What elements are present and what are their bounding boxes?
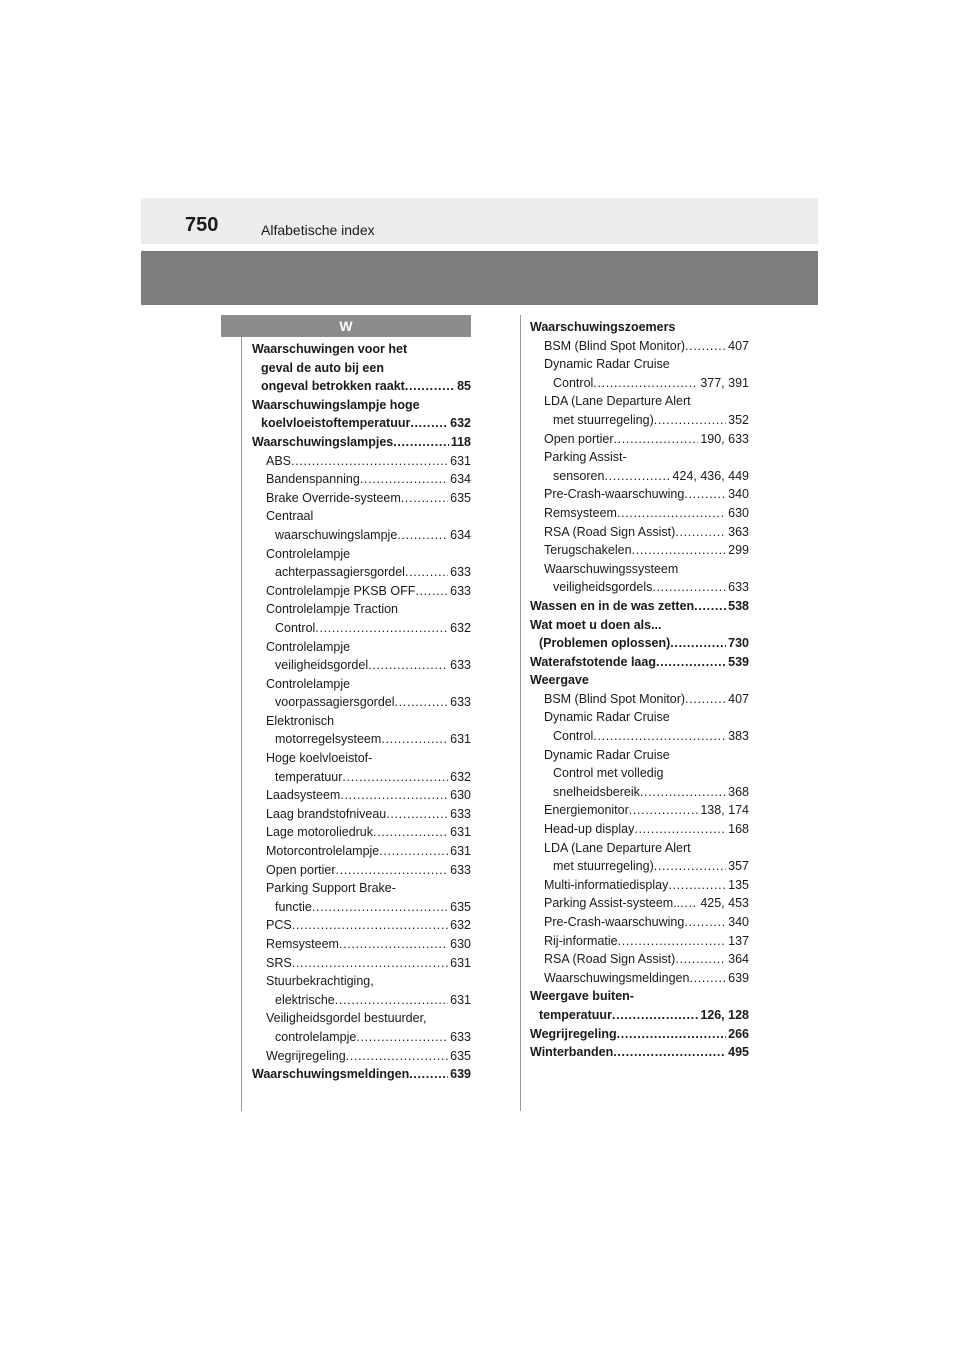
index-entry-term: snelheidsbereik bbox=[553, 784, 640, 799]
index-entry-page: 639 bbox=[728, 970, 749, 985]
index-entry-term: Head-up display bbox=[544, 822, 635, 837]
index-entry: Waarschuwingszoemers bbox=[530, 320, 676, 334]
index-entry bbox=[252, 656, 471, 675]
index-entry bbox=[252, 1065, 471, 1084]
dot-leader bbox=[670, 634, 726, 653]
dot-leader bbox=[593, 727, 726, 746]
index-entry-page: 539 bbox=[728, 654, 749, 669]
chapter-band bbox=[141, 251, 818, 305]
index-entry-page: 639 bbox=[450, 1067, 471, 1082]
index-entry-term: functie bbox=[275, 899, 312, 914]
index-entry-term: Laag brandstofniveau bbox=[266, 806, 387, 821]
dot-leader bbox=[379, 842, 448, 861]
index-entry bbox=[530, 783, 749, 802]
index-entry bbox=[252, 805, 471, 824]
index-entry bbox=[530, 894, 749, 913]
index-entry-page: 631 bbox=[450, 955, 471, 970]
index-entry-page: 352 bbox=[728, 412, 749, 427]
index-entry-page: 632 bbox=[450, 918, 471, 933]
index-entry-term: temperatuur bbox=[275, 769, 343, 784]
dot-leader bbox=[612, 1006, 698, 1025]
dot-leader bbox=[393, 433, 449, 452]
index-entry bbox=[252, 768, 471, 787]
index-entry-page: 340 bbox=[728, 487, 749, 502]
index-entry-page: 137 bbox=[728, 933, 749, 948]
index-entry bbox=[252, 991, 471, 1010]
dot-leader bbox=[634, 820, 726, 839]
index-entry bbox=[530, 411, 749, 430]
index-entry-term: Brake Override-systeem bbox=[266, 490, 401, 505]
index-entry bbox=[252, 898, 471, 917]
dot-leader bbox=[340, 786, 448, 805]
index-entry-term: veiligheidsgordel bbox=[275, 658, 369, 673]
index-entry-page: 377, 391 bbox=[700, 375, 749, 390]
index-entry: Controlelampje bbox=[266, 546, 351, 561]
index-entry bbox=[530, 913, 749, 932]
index-entry-term: Control bbox=[553, 375, 594, 390]
index-entry-page: 538 bbox=[728, 598, 749, 613]
index-entry bbox=[530, 876, 749, 895]
index-entry bbox=[530, 932, 749, 951]
dot-leader bbox=[613, 430, 698, 449]
index-entry-term: sensoren bbox=[553, 468, 605, 483]
index-entry: Veiligheidsgordel bestuurder, bbox=[266, 1011, 427, 1026]
index-entry: Controlelampje bbox=[266, 639, 351, 654]
index-entry-term: Controlelampje PKSB OFF bbox=[266, 583, 416, 598]
index-entry-page: 631 bbox=[450, 732, 471, 747]
index-entry: Weergave buiten- bbox=[530, 989, 634, 1004]
index-entry bbox=[252, 861, 471, 880]
index-entry-page: 340 bbox=[728, 915, 749, 929]
index-entry bbox=[530, 430, 749, 449]
page-number: 750 bbox=[185, 214, 219, 236]
dot-leader bbox=[680, 894, 698, 913]
index-entry-term: veiligheidsgordels bbox=[553, 580, 653, 595]
index-entry-page: 135 bbox=[728, 877, 749, 892]
index-entry-page: 631 bbox=[450, 825, 471, 840]
dot-leader bbox=[656, 653, 726, 672]
index-entry bbox=[530, 820, 749, 839]
dot-leader bbox=[368, 656, 448, 675]
dot-leader bbox=[356, 1028, 448, 1047]
index-entry-page: 633 bbox=[450, 1029, 471, 1044]
dot-leader bbox=[339, 935, 448, 954]
index-entry-term: Terugschakelen bbox=[544, 543, 632, 558]
index-entry: Parking Support Brake- bbox=[266, 881, 396, 896]
index-entry-page: 299 bbox=[728, 543, 749, 558]
index-entry: Dynamic Radar Cruise bbox=[544, 710, 670, 725]
dot-leader bbox=[668, 876, 726, 895]
index-entry-term: Waarschuwingslampjes bbox=[252, 434, 394, 449]
index-entry-page: 495 bbox=[728, 1045, 749, 1060]
index-entry-page: 630 bbox=[728, 505, 749, 520]
index-entry-term: motorregelsysteem bbox=[275, 732, 382, 747]
index-entry-page: 632 bbox=[450, 416, 471, 431]
index-entry bbox=[530, 857, 749, 876]
index-entry-term: met stuurregeling) bbox=[553, 859, 654, 874]
dot-leader bbox=[397, 526, 448, 545]
index-entry-page: 190, 633 bbox=[700, 431, 749, 446]
index-entry: Wat moet u doen als... bbox=[530, 617, 662, 632]
index-entry: Dynamic Radar Cruise bbox=[544, 357, 670, 372]
dot-leader bbox=[632, 541, 727, 560]
dot-leader bbox=[335, 861, 448, 880]
index-entry bbox=[530, 578, 749, 597]
right-index-column bbox=[530, 318, 749, 1062]
index-entry-term: Control bbox=[553, 729, 594, 744]
index-entry bbox=[530, 485, 749, 504]
index-entry bbox=[252, 1028, 471, 1047]
index-entry bbox=[252, 916, 471, 935]
dot-leader bbox=[292, 916, 448, 935]
index-entry-page: 633 bbox=[450, 565, 471, 580]
index-entry-page: 407 bbox=[728, 691, 749, 706]
index-entry-page: 631 bbox=[450, 453, 471, 468]
dot-leader bbox=[409, 1065, 448, 1084]
index-entry-page: 138, 174 bbox=[700, 803, 749, 818]
index-entry: Controlelampje Traction bbox=[266, 602, 399, 617]
index-entry bbox=[252, 1047, 471, 1066]
index-entry-page: 633 bbox=[450, 862, 471, 877]
index-entry-term: SRS bbox=[266, 955, 292, 970]
dot-leader bbox=[386, 805, 448, 824]
index-entry bbox=[530, 1043, 749, 1062]
index-entry bbox=[530, 541, 749, 560]
index-entry-term: ABS bbox=[266, 453, 292, 468]
dot-leader bbox=[613, 1043, 726, 1062]
index-letter-header: W bbox=[221, 315, 471, 337]
index-entry-term: koelvloeistoftemperatuur bbox=[261, 416, 411, 431]
index-entry bbox=[530, 653, 749, 672]
index-entry-page: 424, 436, 449 bbox=[672, 468, 749, 483]
index-entry-page: 364 bbox=[728, 952, 749, 967]
dot-leader bbox=[410, 414, 448, 433]
index-entry-page: 85 bbox=[457, 379, 471, 394]
dot-leader bbox=[312, 898, 448, 917]
index-entry-page: 633 bbox=[450, 583, 471, 598]
index-entry bbox=[252, 377, 471, 396]
index-entry-term: Parking Assist-systeem.. bbox=[544, 896, 681, 911]
dot-leader bbox=[292, 954, 448, 973]
section-title: Alfabetische index bbox=[261, 222, 375, 238]
index-entry bbox=[252, 470, 471, 489]
index-entry-term: Pre-Crash-waarschuwing bbox=[544, 487, 685, 502]
index-entry bbox=[252, 693, 471, 712]
index-entry: Waarschuwingslampje hoge bbox=[252, 397, 420, 412]
index-entry-term: Waarschuwingsmeldingen bbox=[544, 970, 690, 985]
index-entry-page: 630 bbox=[450, 788, 471, 803]
index-entry-page: 633 bbox=[728, 580, 749, 595]
index-entry-page: 363 bbox=[728, 524, 749, 539]
index-entry-page: 634 bbox=[450, 472, 471, 487]
left-index-column bbox=[252, 340, 471, 1084]
index-entry bbox=[530, 504, 749, 523]
index-entry-page: 633 bbox=[450, 695, 471, 710]
index-entry-page: 266 bbox=[728, 1026, 749, 1041]
index-entry-page: 633 bbox=[450, 658, 471, 673]
index-entry-page: 357 bbox=[728, 859, 749, 874]
dot-leader bbox=[401, 489, 448, 508]
dot-leader bbox=[640, 783, 726, 802]
index-entry-term: controlelampje bbox=[275, 1029, 357, 1044]
index-entry-page: 633 bbox=[450, 806, 471, 821]
index-entry-page: 635 bbox=[450, 899, 471, 914]
dot-leader bbox=[291, 452, 448, 471]
index-entry-term: Open portier bbox=[544, 431, 614, 446]
dot-leader bbox=[689, 969, 726, 988]
index-entry-page: 635 bbox=[450, 490, 471, 505]
index-entry bbox=[252, 563, 471, 582]
dot-leader bbox=[593, 374, 698, 393]
index-entry: Waarschuwingssysteem bbox=[544, 561, 679, 576]
index-entry-term: Remsysteem bbox=[544, 505, 617, 520]
index-entry-term: Open portier bbox=[266, 862, 336, 877]
dot-leader bbox=[381, 730, 448, 749]
dot-leader bbox=[415, 582, 448, 601]
index-entry: geval de auto bij een bbox=[261, 360, 384, 375]
index-entry bbox=[252, 954, 471, 973]
index-entry-term: BSM (Blind Spot Monitor) bbox=[544, 691, 686, 706]
index-entry-page: 631 bbox=[450, 844, 471, 859]
dot-leader bbox=[675, 523, 726, 542]
dot-leader bbox=[405, 377, 455, 396]
dot-leader bbox=[629, 801, 699, 820]
index-entry-term: Waarschuwingsmeldingen bbox=[252, 1067, 410, 1082]
header-band bbox=[141, 198, 818, 244]
dot-leader bbox=[684, 485, 726, 504]
dot-leader bbox=[395, 693, 449, 712]
index-entry-page: 407 bbox=[728, 338, 749, 353]
index-entry bbox=[252, 842, 471, 861]
dot-leader bbox=[346, 1047, 448, 1066]
index-entry-page: 368 bbox=[728, 784, 749, 799]
index-entry bbox=[530, 969, 749, 988]
index-entry-page: 425, 453 bbox=[700, 896, 749, 911]
index-entry bbox=[252, 489, 471, 508]
dot-leader bbox=[694, 597, 726, 616]
index-entry bbox=[252, 786, 471, 805]
index-entry bbox=[252, 582, 471, 601]
index-entry bbox=[530, 727, 749, 746]
dot-leader bbox=[675, 950, 726, 969]
dot-leader bbox=[684, 913, 726, 932]
index-entry-term: (Problemen oplossen) bbox=[539, 636, 671, 651]
dot-leader bbox=[685, 690, 726, 709]
index-entry bbox=[530, 1006, 749, 1025]
index-entry-term: waarschuwingslampje bbox=[275, 527, 398, 542]
dot-leader bbox=[654, 857, 726, 876]
index-entry bbox=[530, 801, 749, 820]
dot-leader bbox=[315, 619, 448, 638]
index-entry-term: achterpassagiersgordel bbox=[275, 565, 405, 580]
index-entry: Centraal bbox=[266, 509, 314, 524]
index-entry-term: Multi-informatiedisplay bbox=[544, 877, 669, 892]
index-entry: Dynamic Radar Cruise bbox=[544, 747, 670, 762]
index-entry: Hoge koelvloeistof- bbox=[266, 751, 373, 766]
index-entry-page: 168 bbox=[728, 822, 749, 837]
index-entry-term: Energiemonitor bbox=[544, 803, 629, 818]
index-entry-term: Bandenspanning bbox=[266, 472, 360, 487]
index-entry: Waarschuwingen voor het bbox=[252, 342, 408, 356]
dot-leader bbox=[360, 470, 448, 489]
left-column-rule bbox=[241, 337, 242, 1111]
index-entry bbox=[530, 597, 749, 616]
index-entry bbox=[530, 467, 749, 486]
index-entry: Elektronisch bbox=[266, 713, 335, 728]
index-entry-page: 632 bbox=[450, 620, 471, 635]
dot-leader bbox=[654, 411, 726, 430]
index-entry: Parking Assist- bbox=[544, 450, 627, 465]
index-entry-term: Winterbanden bbox=[530, 1045, 614, 1060]
index-entry-term: Wegrijregeling bbox=[266, 1048, 346, 1063]
index-entry-term: elektrische bbox=[275, 992, 335, 1007]
index-entry-term: PCS bbox=[266, 918, 292, 933]
index-entry: Controlelampje bbox=[266, 676, 351, 691]
index-entry: Weergave bbox=[530, 673, 589, 688]
index-entry-page: 631 bbox=[450, 992, 471, 1007]
index-entry-term: Wassen en in de was zetten bbox=[530, 598, 695, 613]
dot-leader bbox=[618, 932, 727, 951]
dot-leader bbox=[617, 1025, 727, 1044]
index-entry-page: 730 bbox=[728, 636, 749, 651]
index-entry-term: Motorcontrolelampje bbox=[266, 844, 380, 859]
index-entry bbox=[252, 730, 471, 749]
dot-leader bbox=[335, 991, 448, 1010]
index-entry-page: 118 bbox=[450, 434, 471, 449]
index-entry-term: Pre-Crash-waarschuwing bbox=[544, 915, 685, 929]
index-entry-page: 635 bbox=[450, 1048, 471, 1063]
dot-leader bbox=[685, 337, 726, 356]
dot-leader bbox=[652, 578, 726, 597]
index-entry-term: RSA (Road Sign Assist) bbox=[544, 524, 676, 539]
index-entry bbox=[530, 690, 749, 709]
index-entry bbox=[252, 526, 471, 545]
index-entry-term: Waterafstotende laag bbox=[530, 654, 656, 669]
index-entry bbox=[530, 337, 749, 356]
index-entry-page: 126, 128 bbox=[700, 1007, 749, 1022]
index-entry: LDA (Lane Departure Alert bbox=[544, 394, 691, 409]
dot-leader bbox=[604, 467, 670, 486]
index-entry bbox=[530, 634, 749, 653]
index-entry bbox=[252, 935, 471, 954]
index-entry bbox=[530, 374, 749, 393]
index-entry-term: BSM (Blind Spot Monitor) bbox=[544, 338, 686, 353]
dot-leader bbox=[373, 823, 448, 842]
index-entry-term: ongeval betrokken raakt bbox=[261, 379, 405, 394]
index-entry bbox=[252, 452, 471, 471]
index-entry-term: Rij-informatie bbox=[544, 933, 618, 948]
dot-leader bbox=[342, 768, 448, 787]
index-entry bbox=[252, 433, 471, 452]
index-entry bbox=[252, 619, 471, 638]
index-entry-page: 634 bbox=[450, 527, 471, 542]
index-entry-term: voorpassagiersgordel bbox=[275, 695, 395, 710]
index-entry bbox=[530, 523, 749, 542]
index-entry: Control met volledig bbox=[553, 766, 664, 781]
index-entry-term: Remsysteem bbox=[266, 937, 339, 951]
index-entry: LDA (Lane Departure Alert bbox=[544, 840, 691, 855]
index-entry bbox=[252, 414, 471, 433]
index-entry: Stuurbekrachtiging, bbox=[266, 974, 374, 989]
index-entry bbox=[530, 950, 749, 969]
index-entry-term: Wegrijregeling bbox=[530, 1026, 617, 1041]
index-entry-term: RSA (Road Sign Assist) bbox=[544, 952, 676, 967]
index-entry-term: met stuurregeling) bbox=[553, 412, 654, 427]
index-entry-term: temperatuur bbox=[539, 1007, 612, 1022]
index-entry-page: 632 bbox=[450, 769, 471, 784]
index-entry-term: Lage motoroliedruk bbox=[266, 825, 374, 840]
index-entry-term: Control bbox=[275, 620, 316, 635]
index-entry bbox=[530, 1025, 749, 1044]
index-entry bbox=[252, 823, 471, 842]
dot-leader bbox=[405, 563, 448, 582]
index-entry-page: 630 bbox=[450, 937, 471, 951]
index-entry-term: Laadsysteem bbox=[266, 788, 341, 803]
dot-leader bbox=[617, 504, 726, 523]
index-entry-page: 383 bbox=[728, 729, 749, 744]
right-column-rule bbox=[520, 315, 521, 1111]
